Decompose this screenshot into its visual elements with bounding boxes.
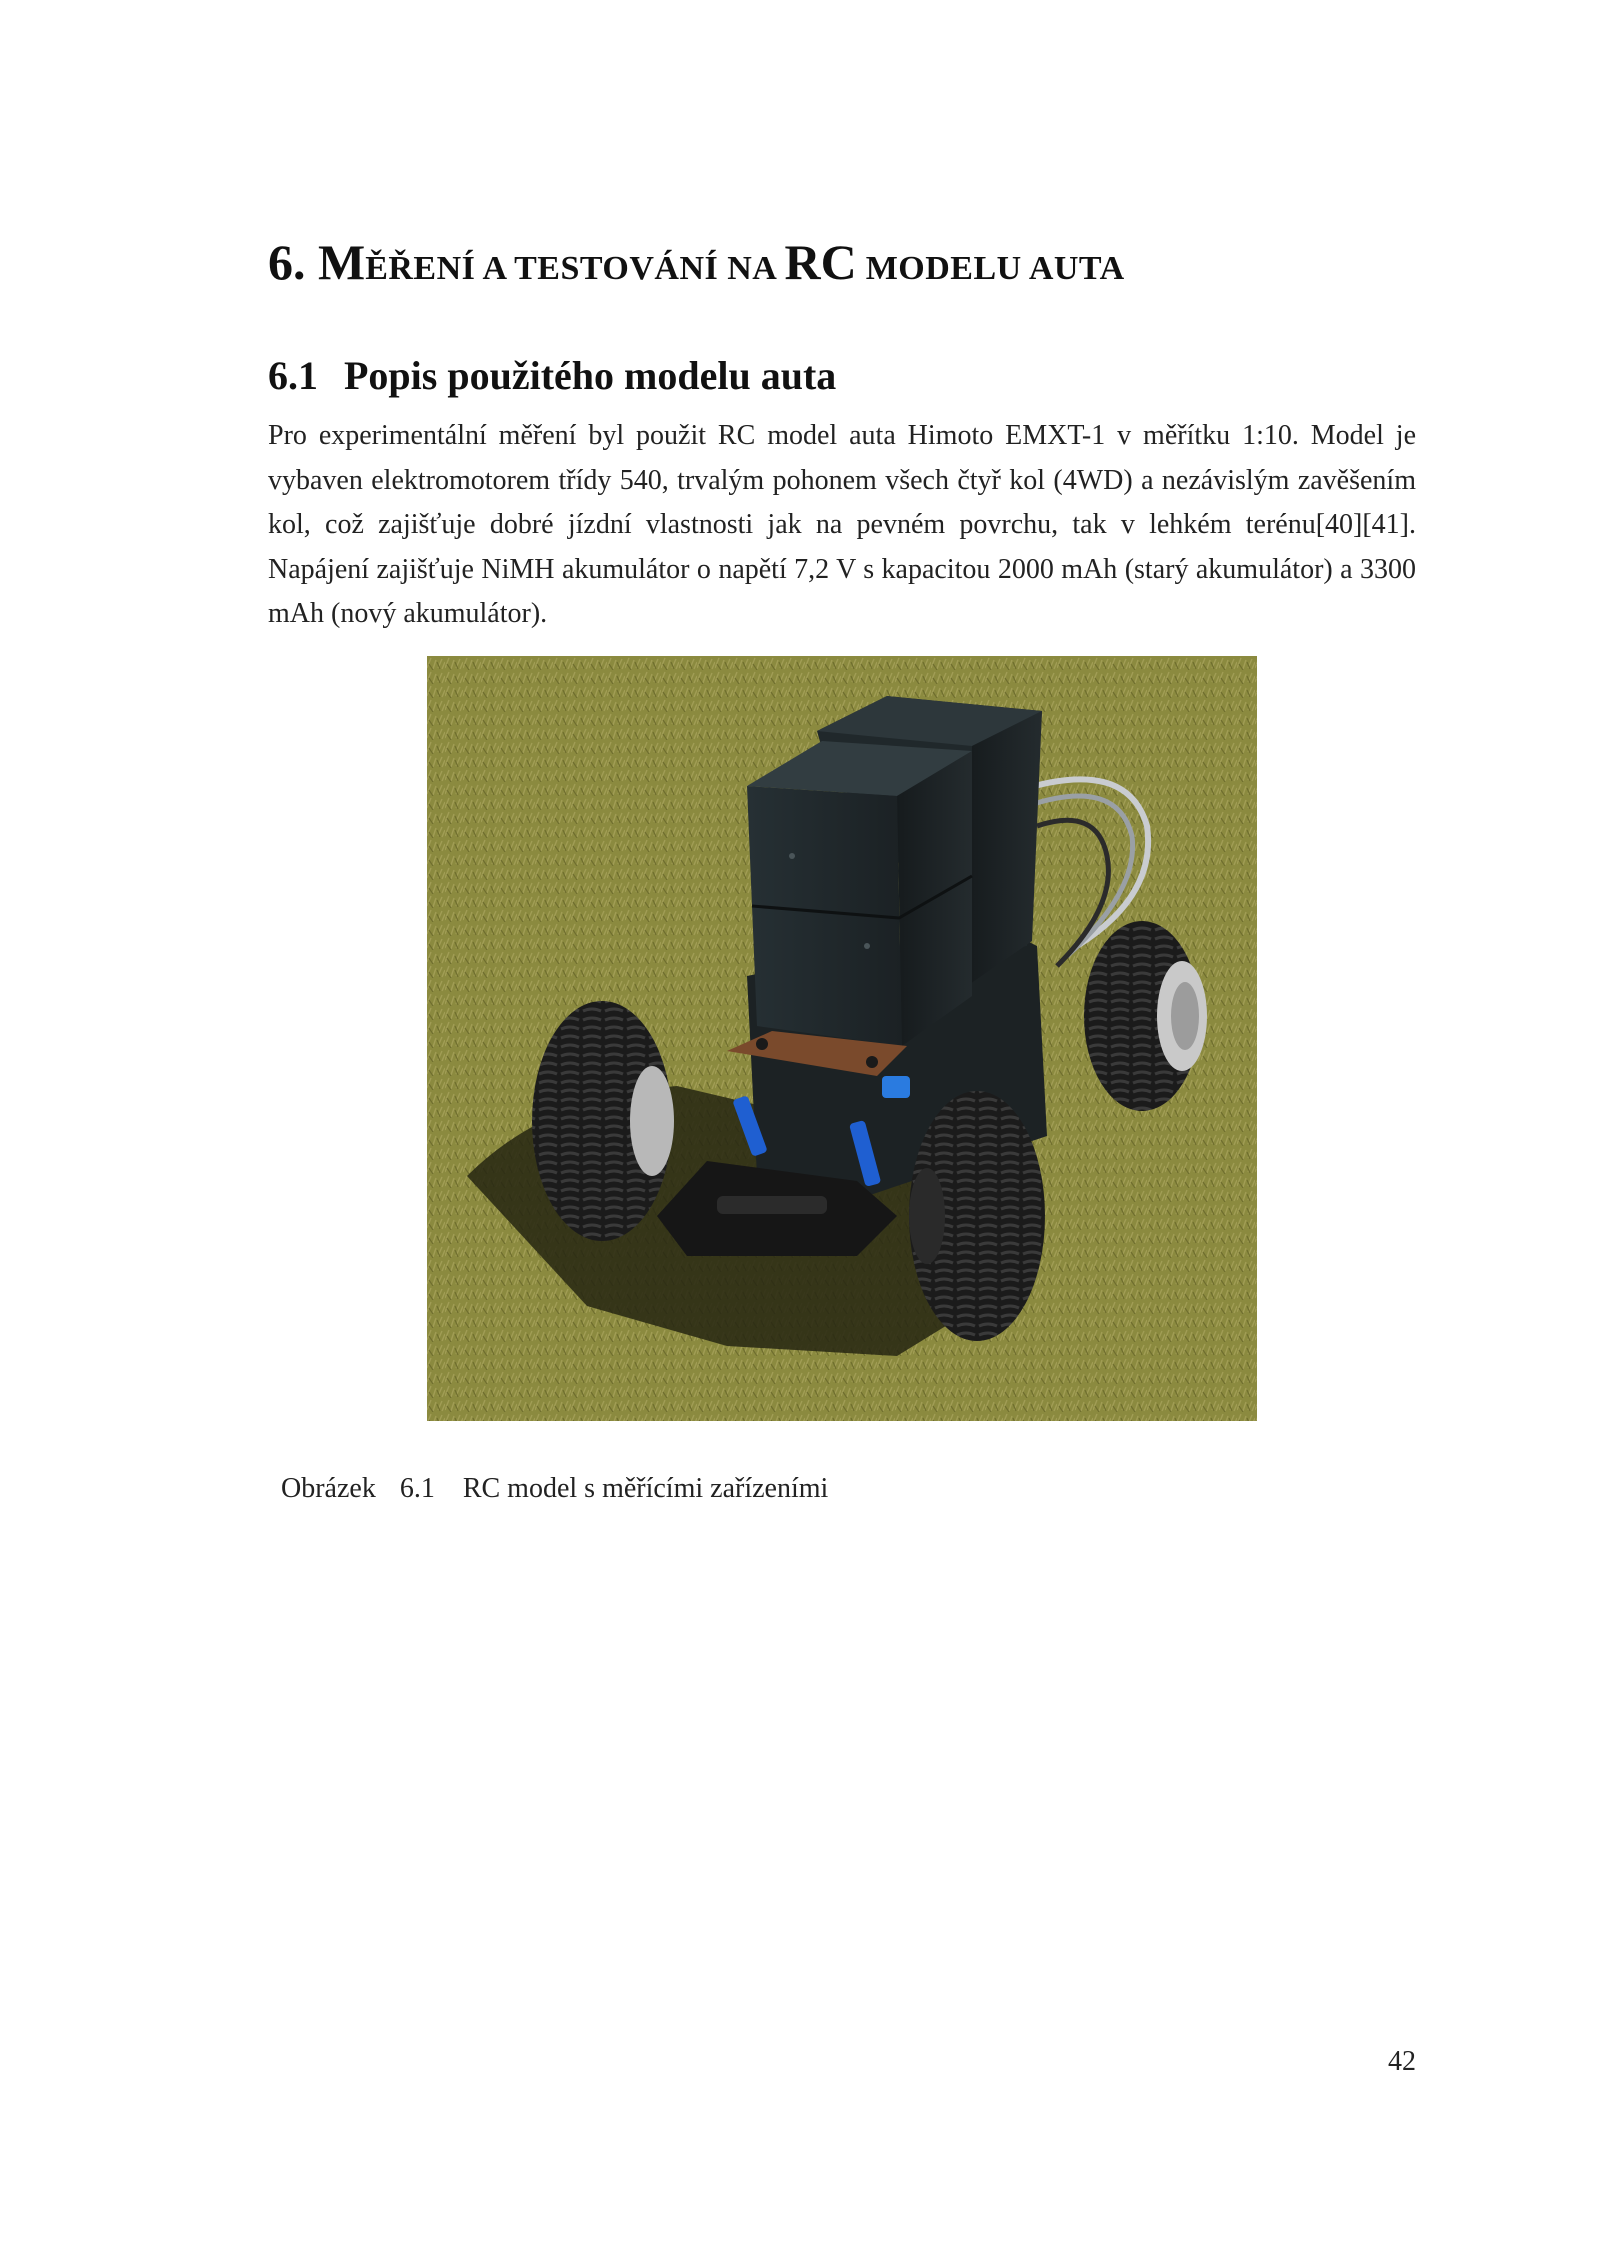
chapter-title-part: MODELU AUTA [856, 250, 1125, 287]
chapter-title-part: M [318, 234, 366, 290]
body-paragraph: Pro experimentální měření byl použit RC model auta Himoto EMXT-1 v měřítku 1:10. Model je vybaven elektromotorem třídy 540, trvalým pohonem všech čtyř kol (4WD) a nezávislým zavěšením kol, což zajišťuje dobré jízdní vlastnosti jak na pevném povrchu, tak v lehkém terénu[40][41]. Napájení zajišťuje NiMH akumulátor o napětí 7,2 V s kapacitou 2000 mAh (starý akumulátor) a 3300 mAh (nový akumulátor). [268, 420, 1416, 629]
chapter-title-part: ĚŘENÍ A TESTOVÁNÍ NA [365, 250, 785, 287]
caption-text: RC model s měřícími zařízeními [462, 1473, 829, 1504]
front-right-wheel [909, 1091, 1045, 1341]
page-number: 42 [1388, 2046, 1416, 2077]
caption-label: Obrázek [281, 1473, 376, 1504]
chapter-title-part: RC [784, 234, 857, 290]
figure-caption [281, 1472, 828, 1506]
section-title [268, 352, 836, 400]
chapter-title [268, 232, 1418, 299]
caption-number: 6.1 [399, 1473, 435, 1504]
section-title-text: Popis použitého modelu auta [344, 353, 837, 398]
chapter-number: 6. [268, 234, 306, 290]
front-box [747, 741, 972, 1046]
figure-rc-car-photo [427, 656, 1257, 1421]
rc-car-illustration [427, 656, 1257, 1421]
section-number: 6.1 [268, 353, 318, 398]
